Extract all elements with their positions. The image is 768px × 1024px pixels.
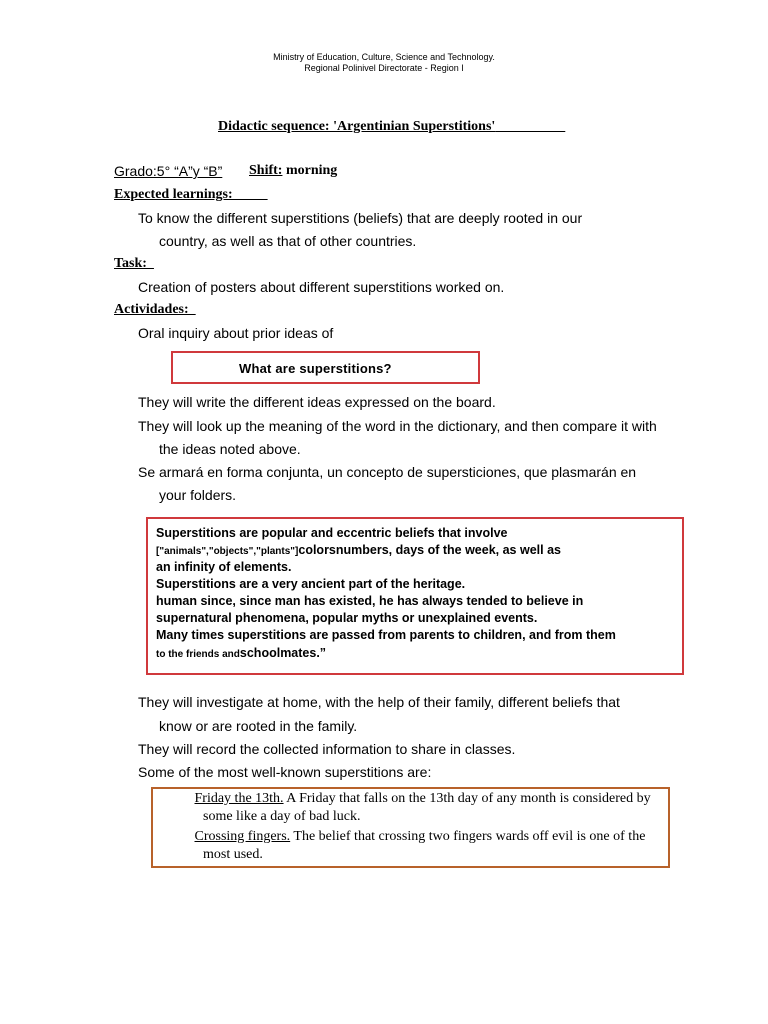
definition-line-3: an infinity of elements. — [156, 560, 292, 574]
superstition-lead: Friday the 13th. — [194, 791, 284, 806]
superstition-item-friday: Friday the 13th. A Friday that falls on the 13th day of any month is considered by — [194, 791, 651, 806]
ministry-header-line2: Regional Polinivel Directorate - Region I — [304, 63, 464, 73]
section-expected-learnings: Expected learnings: — [114, 187, 268, 202]
definition-line-6: supernatural phenomena, popular myths or unexplained events. — [156, 611, 538, 625]
activity-dictionary: They will look up the meaning of the word in the dictionary, and then compare it with — [138, 418, 657, 434]
section-activities: Actividades: — [114, 302, 196, 317]
definition-line-8: to the friends andschoolmates.” — [156, 646, 327, 660]
activity-investigate: They will investigate at home, with the help of their family, different beliefs that — [138, 694, 620, 710]
shift-label: Shift: — [249, 163, 283, 178]
superstition-lead: Crossing fingers. — [194, 829, 291, 844]
grade-label: Grado:5° “A”y “B” — [114, 163, 223, 179]
superstition-item-friday-continued: some like a day of bad luck. — [203, 809, 361, 824]
superstition-item-crossing: Crossing fingers. The belief that crossing two fingers wards off evil is one of the — [194, 829, 646, 844]
question-box — [171, 351, 480, 384]
expected-item-1: To know the different superstitions (beliefs) that are deeply rooted in our — [138, 210, 583, 226]
definition-line-7: Many times superstitions are passed from parents to children, and from them — [156, 628, 616, 642]
shift-value: morning — [282, 163, 338, 178]
ministry-header-line1: Ministry of Education, Culture, Science and Technology. — [273, 52, 495, 62]
definition-line-2: ["animals","objects","plants"]colorsnumbers, days of the week, as well as — [156, 543, 561, 557]
shift-info — [249, 163, 337, 179]
activity-concept-continued: your folders. — [159, 487, 237, 503]
definition-line-4: Superstitions are a very ancient part of the heritage. — [156, 577, 466, 591]
activity-investigate-continued: know or are rooted in the family. — [159, 718, 358, 734]
expected-item-1-continued: country, as well as that of other countries. — [159, 233, 417, 249]
activity-oral-inquiry: Oral inquiry about prior ideas of — [138, 325, 334, 341]
activity-dictionary-continued: the ideas noted above. — [159, 441, 301, 457]
question-text: What are superstitions? — [239, 361, 392, 376]
activity-concept: Se armará en forma conjunta, un concepto de supersticiones, que plasmarán en — [138, 464, 637, 480]
activity-board: They will write the different ideas expressed on the board. — [138, 394, 496, 410]
activity-known-superstitions: Some of the most well-known superstitions are: — [138, 764, 432, 780]
task-item-1: Creation of posters about different superstitions worked on. — [138, 279, 505, 295]
definition-line-5: human since, since man has existed, he has always tended to believe in — [156, 594, 584, 608]
document-title: Didactic sequence: 'Argentinian Superstitions' — [218, 119, 496, 134]
definition-line-1: Superstitions are popular and eccentric beliefs that involve — [156, 526, 508, 540]
superstition-item-crossing-continued: most used. — [203, 847, 263, 862]
activity-record: They will record the collected information to share in classes. — [138, 741, 516, 757]
section-task: Task: — [114, 256, 154, 271]
